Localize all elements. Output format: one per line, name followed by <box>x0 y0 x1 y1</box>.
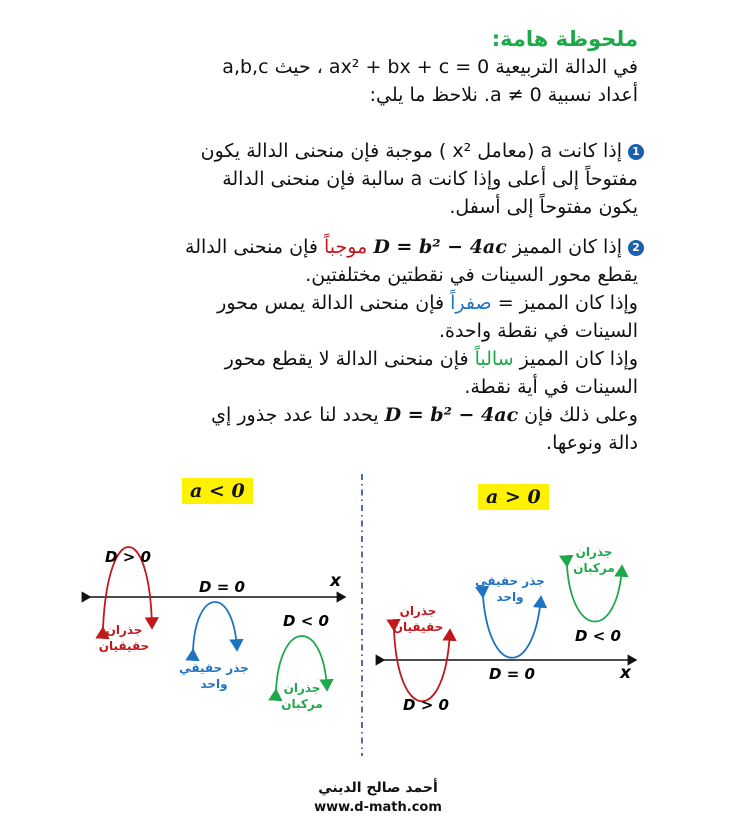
footer-website[interactable]: www.d-math.com <box>314 800 442 815</box>
note-line-1-text: في الدالة التربيعية ax² + bx + c = 0 ، حيث a,b,c <box>222 56 638 78</box>
point-1-line-3: يكون مفتوحاً إلى أسفل. <box>449 196 638 218</box>
left-axis-label: x <box>330 571 341 591</box>
point-2-number: 2 <box>628 240 644 256</box>
note-title: ملحوظة هامة: <box>491 27 638 51</box>
right-d-neg: D < 0 <box>575 627 621 645</box>
right-d-pos: D > 0 <box>403 696 449 714</box>
point-2-pre: إذا كان المميز <box>506 236 622 258</box>
point-1-line-1-text: إذا كانت a (معامل x² ) موجبة فإن منحنى الدالة يكون <box>200 140 622 162</box>
left-green-label-1: جذران <box>283 681 321 695</box>
right-green-label-2: مركبان <box>573 561 615 575</box>
zero-word: صفراً <box>450 292 492 314</box>
point-1-line-2: مفتوحاً إلى أعلى وإذا كانت a سالبة فإن منحنى الدالة <box>222 168 638 190</box>
point-2-line-2: يقطع محور السينات في نقطتين مختلفتين. <box>305 264 638 286</box>
footer-author: أحمد صالح الديني <box>318 780 438 796</box>
left-d-zero: D = 0 <box>199 578 245 596</box>
point-2-line-7-pre: وعلى ذلك فإن <box>518 404 638 426</box>
point-2-line-3-pre: وإذا كان المميز = <box>491 292 638 314</box>
right-red-label-1: جذران <box>399 604 437 618</box>
negative-word: سالباً <box>474 348 514 370</box>
point-2-line-7-post: يحدد لنا عدد جذور إي <box>211 404 385 426</box>
left-d-neg: D < 0 <box>283 612 329 630</box>
left-d-pos: D > 0 <box>105 548 151 566</box>
discriminant-formula-2: D = b² − 4ac <box>384 404 519 426</box>
left-blue-parabola <box>193 602 237 650</box>
right-blue-parabola <box>483 597 541 658</box>
left-green-label-2: مركبان <box>281 697 323 711</box>
right-red-parabola <box>394 630 450 701</box>
point-2-line-5-post: فإن منحنى الدالة لا يقطع محور <box>224 348 475 370</box>
point-2-line-6: السينات في أية نقطة. <box>464 376 638 398</box>
left-blue-label-2: واحد <box>200 677 228 691</box>
right-green-label-1: جذران <box>575 545 613 559</box>
point-2-line-5-pre: وإذا كان المميز <box>513 348 638 370</box>
point-2-line-8: دالة ونوعها. <box>546 432 638 454</box>
right-blue-label-2: واحد <box>496 590 524 604</box>
point-1-number: 1 <box>628 144 644 160</box>
right-d-zero: D = 0 <box>489 665 535 683</box>
left-blue-label-1: جذر حقيقي <box>179 661 249 675</box>
left-condition: a < 0 <box>182 478 253 504</box>
right-axis-label: x <box>620 663 631 683</box>
point-2-post: فإن منحنى الدالة <box>185 236 318 258</box>
point-2-line-3-post: فإن منحنى الدالة يمس محور <box>217 292 451 314</box>
right-condition: a > 0 <box>478 484 549 510</box>
right-red-label-2: حقيقيان <box>392 620 444 634</box>
left-red-label-2: حقيقيان <box>98 639 150 653</box>
point-2-line-4: السينات في نقطة واحدة. <box>438 320 638 342</box>
discriminant-formula: D = b² − 4ac <box>373 236 507 258</box>
positive-word: موجباً <box>324 236 368 258</box>
left-red-label-1: جذران <box>105 623 143 637</box>
right-blue-label-1: جذر حقيقي <box>475 574 545 588</box>
note-line-2: أعداد نسبية a ≠ 0. نلاحظ ما يلي: <box>369 84 638 106</box>
